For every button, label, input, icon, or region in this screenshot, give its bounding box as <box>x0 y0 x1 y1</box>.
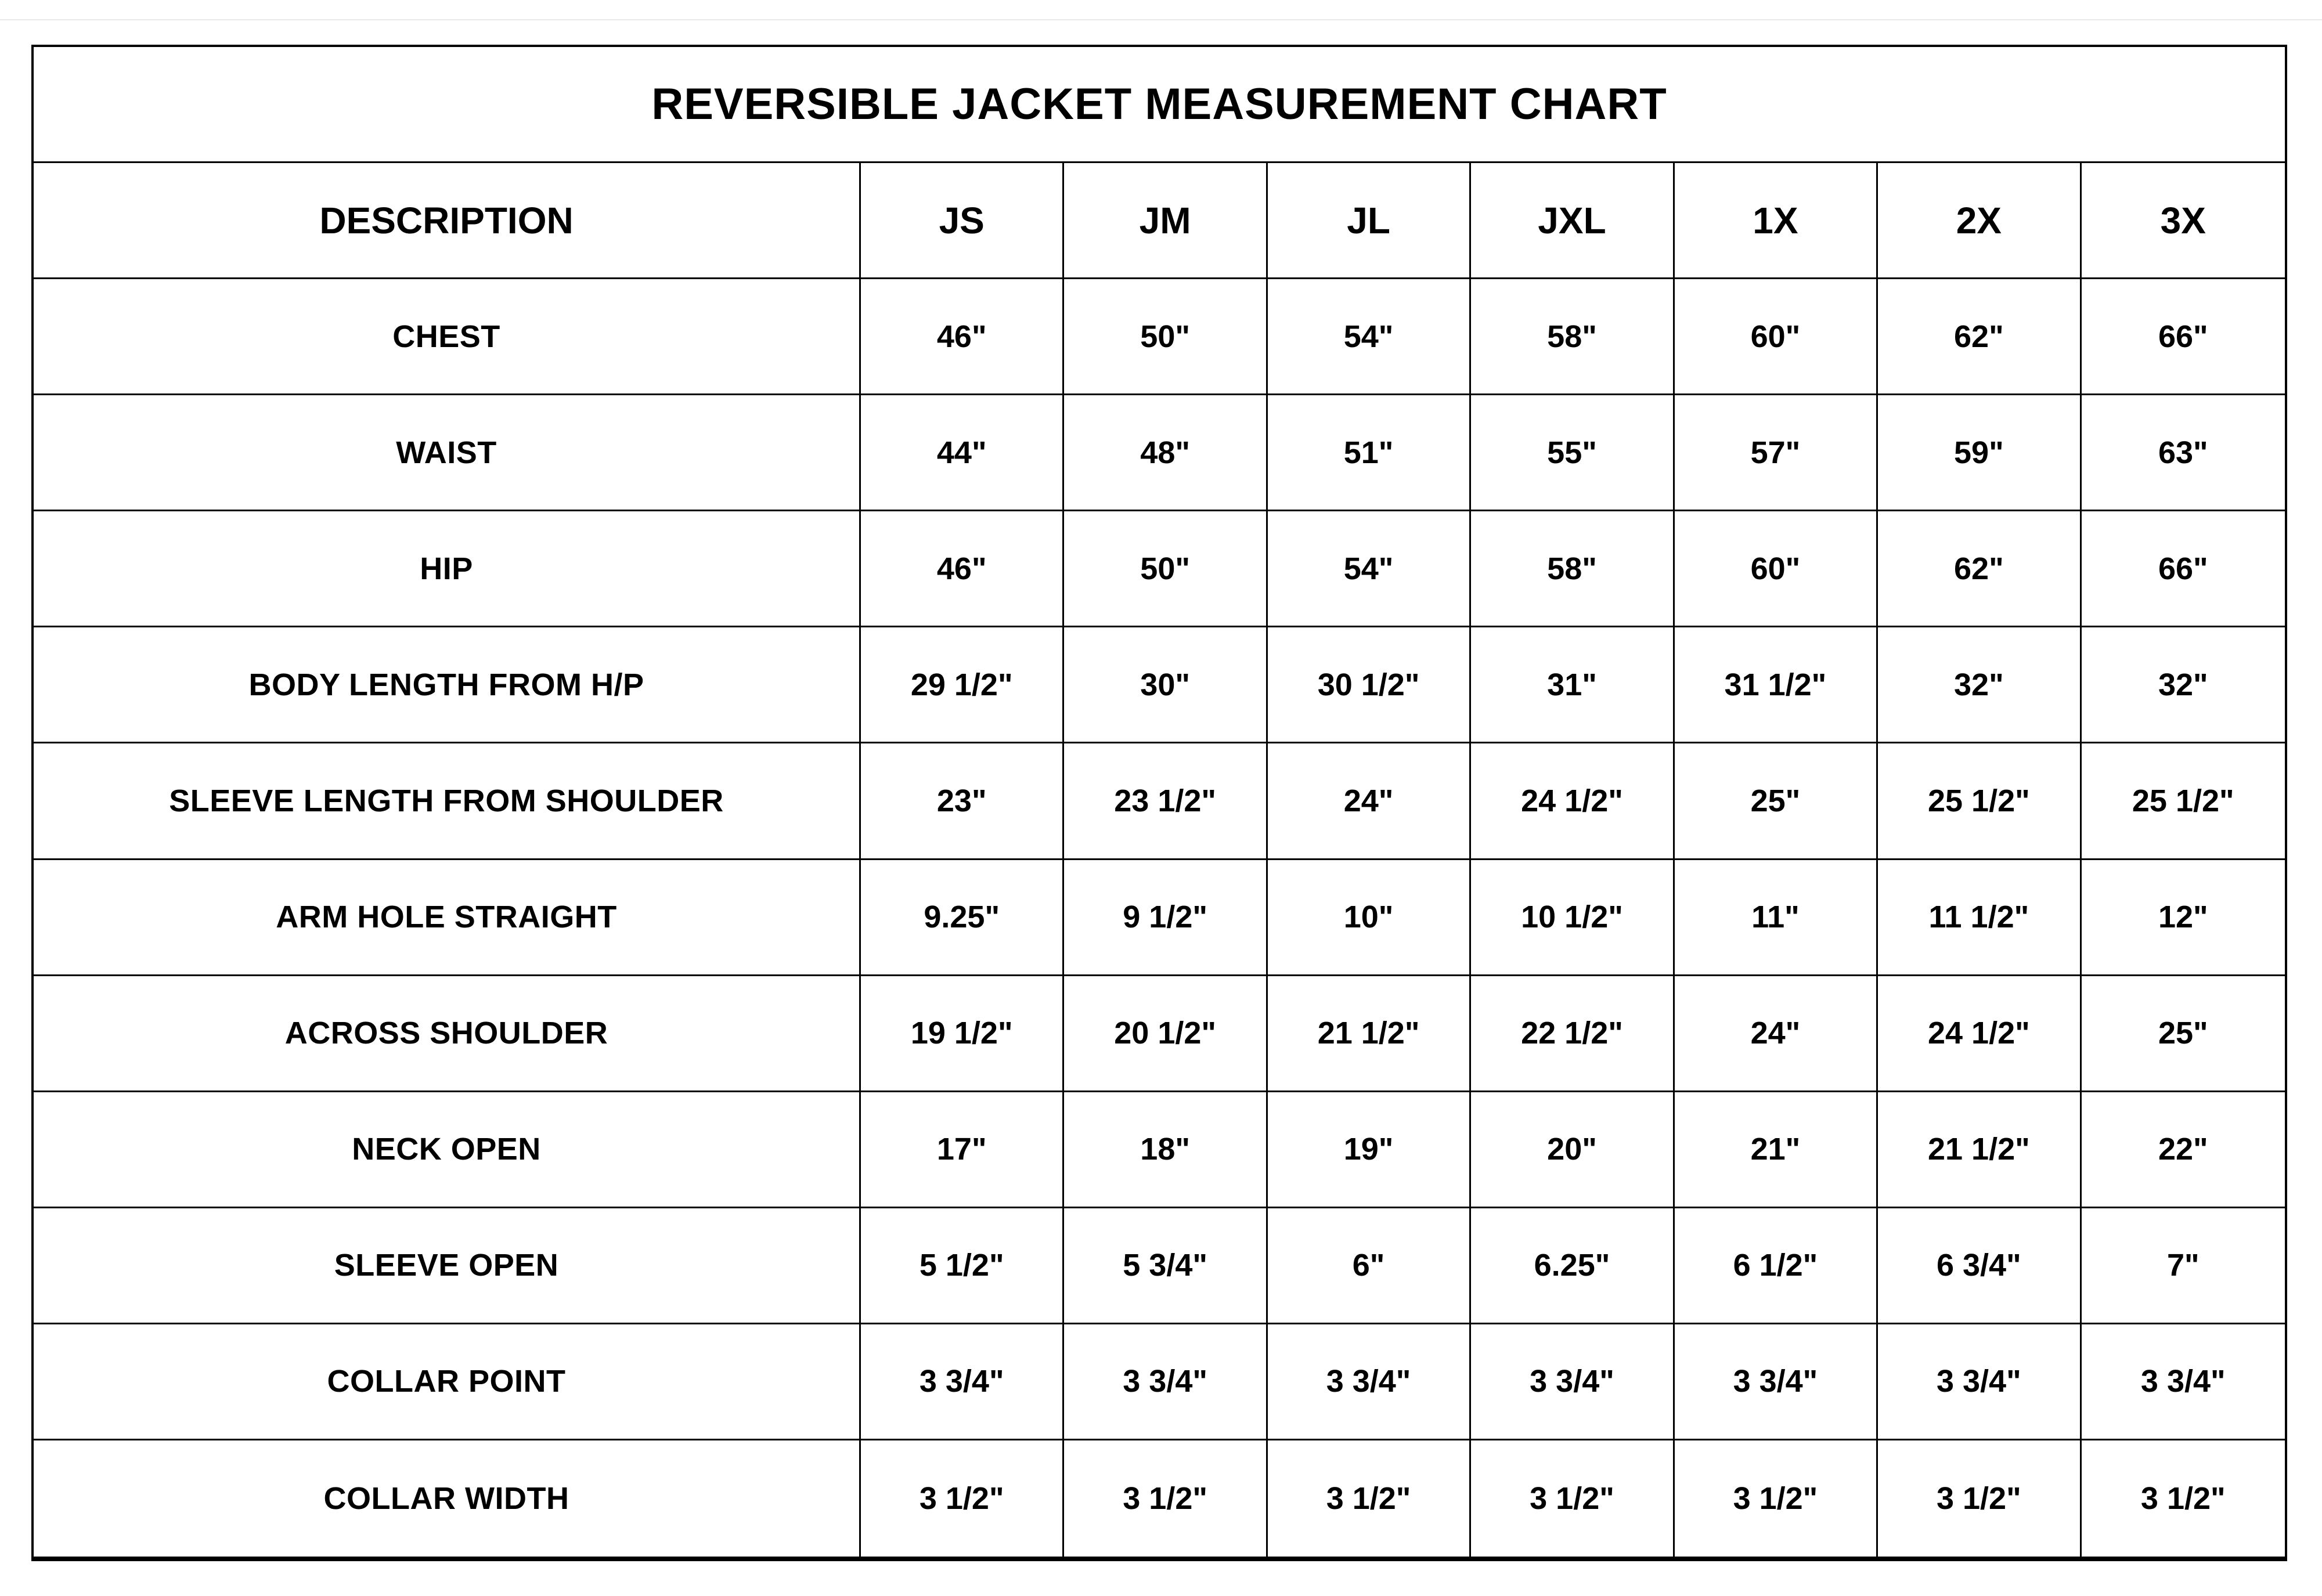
column-header-size: 1X <box>1675 163 1878 279</box>
measurement-cell: 50" <box>1064 511 1267 627</box>
measurement-cell: 21" <box>1675 1092 1878 1208</box>
measurement-cell: 3 1/2" <box>1268 1440 1471 1557</box>
measurement-cell: 24 1/2" <box>1471 743 1674 860</box>
column-header-size: JM <box>1064 163 1267 279</box>
measurement-cell: 66" <box>2082 279 2285 395</box>
measurement-cell: 5 1/2" <box>861 1208 1064 1324</box>
measurement-cell: 31 1/2" <box>1675 627 1878 743</box>
measurement-cell: 22 1/2" <box>1471 976 1674 1092</box>
measurement-cell: 10 1/2" <box>1471 860 1674 976</box>
measurement-cell: 3 1/2" <box>1064 1440 1267 1557</box>
measurement-cell: 21 1/2" <box>1878 1092 2081 1208</box>
measurement-cell: 32" <box>1878 627 2081 743</box>
measurement-cell: 50" <box>1064 279 1267 395</box>
measurement-cell: 17" <box>861 1092 1064 1208</box>
row-label: ACROSS SHOULDER <box>34 976 861 1092</box>
measurement-cell: 25 1/2" <box>1878 743 2081 860</box>
measurement-cell: 3 3/4" <box>1878 1324 2081 1440</box>
measurement-cell: 58" <box>1471 511 1674 627</box>
measurement-cell: 25" <box>2082 976 2285 1092</box>
measurement-cell: 31" <box>1471 627 1674 743</box>
measurement-cell: 3 1/2" <box>2140 1481 2226 1516</box>
row-label: COLLAR POINT <box>34 1324 861 1440</box>
measurement-cell: 30 1/2" <box>1268 627 1471 743</box>
measurement-cell: 51" <box>1268 395 1471 511</box>
measurement-cell: 7" <box>2082 1208 2285 1324</box>
row-label: ARM HOLE STRAIGHT <box>34 860 861 976</box>
row-label: SLEEVE OPEN <box>34 1208 861 1324</box>
column-header-size: 3X <box>2082 163 2285 279</box>
measurement-cell: 62" <box>1878 279 2081 395</box>
row-label: NECK OPEN <box>34 1092 861 1208</box>
measurement-cell: 44" <box>861 395 1064 511</box>
measurement-cell: 32" <box>2082 627 2285 743</box>
measurement-cell: 11 1/2" <box>1878 860 2081 976</box>
measurement-cell: 19" <box>1268 1092 1471 1208</box>
measurement-cell: 30" <box>1064 627 1267 743</box>
measurement-cell: 6.25" <box>1471 1208 1674 1324</box>
row-label: COLLAR WIDTH <box>34 1440 861 1557</box>
measurement-cell: 18" <box>1064 1092 1267 1208</box>
measurement-cell: 3 1/2" <box>1471 1440 1674 1557</box>
measurement-cell: 6 3/4" <box>1878 1208 2081 1324</box>
measurement-cell: 20" <box>1471 1092 1674 1208</box>
measurement-cell: 59" <box>1878 395 2081 511</box>
measurement-cell: 10" <box>1268 860 1471 976</box>
column-header-description: DESCRIPTION <box>34 163 861 279</box>
measurement-cell: 12" <box>2082 860 2285 976</box>
measurement-cell: 9.25" <box>861 860 1064 976</box>
measurement-cell: 3 3/4" <box>861 1324 1064 1440</box>
measurement-cell: 21 1/2" <box>1268 976 1471 1092</box>
measurement-cell: 58" <box>1471 279 1674 395</box>
measurement-cell: 24" <box>1268 743 1471 860</box>
row-label: BODY LENGTH FROM H/P <box>34 627 861 743</box>
measurement-cell: 23" <box>861 743 1064 860</box>
measurement-cell: 66" <box>2082 511 2285 627</box>
column-header-size: JXL <box>1471 163 1674 279</box>
measurement-cell: 25" <box>1675 743 1878 860</box>
column-header-size: 2X <box>1878 163 2081 279</box>
measurement-cell: 23 1/2" <box>1064 743 1267 860</box>
measurement-cell: 3 3/4" <box>1471 1324 1674 1440</box>
measurement-cell: 60" <box>1675 511 1878 627</box>
row-label: WAIST <box>34 395 861 511</box>
measurement-cell: 22" <box>2082 1092 2285 1208</box>
measurement-table <box>31 45 2287 1561</box>
measurement-cell: 46" <box>861 279 1064 395</box>
chart-title: REVERSIBLE JACKET MEASUREMENT CHART <box>34 47 2285 163</box>
measurement-cell: 62" <box>1878 511 2081 627</box>
column-header-size: JS <box>861 163 1064 279</box>
measurement-cell: 19 1/2" <box>861 976 1064 1092</box>
measurement-cell: 48" <box>1064 395 1267 511</box>
measurement-cell: 9 1/2" <box>1064 860 1267 976</box>
row-label: HIP <box>34 511 861 627</box>
row-label: SLEEVE LENGTH FROM SHOULDER <box>34 743 861 860</box>
measurement-cell: 3 1/2" <box>861 1440 1064 1557</box>
measurement-cell: 24" <box>1675 976 1878 1092</box>
measurement-cell: 57" <box>1675 395 1878 511</box>
measurement-cell: 54" <box>1268 279 1471 395</box>
measurement-cell: 3 3/4" <box>1064 1324 1267 1440</box>
measurement-cell: 6" <box>1268 1208 1471 1324</box>
measurement-cell: 3 3/4" <box>2082 1324 2285 1440</box>
column-header-size: JL <box>1268 163 1471 279</box>
top-hairline-divider <box>0 19 2322 20</box>
measurement-cell: 55" <box>1471 395 1674 511</box>
measurement-cell: 29 1/2" <box>861 627 1064 743</box>
measurement-cell: 3 1/2" <box>1675 1440 1878 1557</box>
measurement-cell: 20 1/2" <box>1064 976 1267 1092</box>
measurement-cell: 25 1/2" <box>2082 743 2285 860</box>
measurement-cell: 11" <box>1675 860 1878 976</box>
row-label: CHEST <box>34 279 861 395</box>
measurement-cell: 3 3/4" <box>1675 1324 1878 1440</box>
measurement-cell: 3 3/4" <box>1268 1324 1471 1440</box>
measurement-cell: 54" <box>1268 511 1471 627</box>
measurement-cell: 24 1/2" <box>1878 976 2081 1092</box>
measurement-cell: 46" <box>861 511 1064 627</box>
measurement-cell: 6 1/2" <box>1675 1208 1878 1324</box>
measurement-cell: 60" <box>1675 279 1878 395</box>
measurement-cell: 5 3/4" <box>1064 1208 1267 1324</box>
measurement-cell: 3 1/2" <box>1878 1440 2081 1557</box>
measurement-cell: 63" <box>2082 395 2285 511</box>
